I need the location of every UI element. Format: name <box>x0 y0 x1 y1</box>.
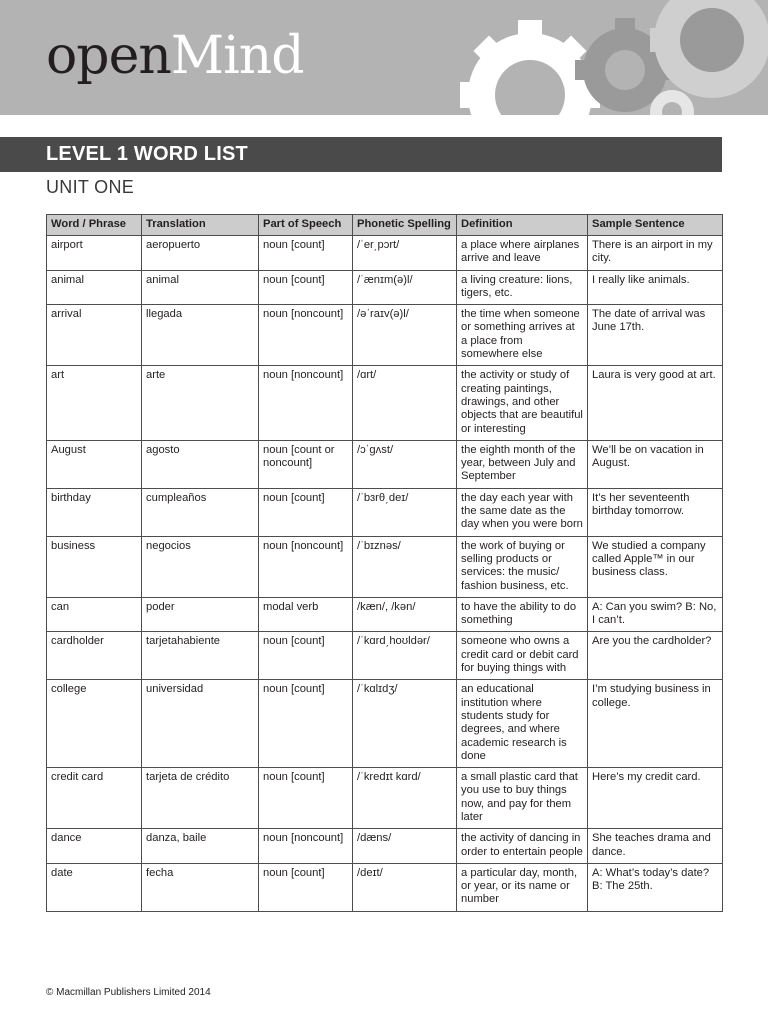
cell-phonetic: /dæns/ <box>353 829 457 864</box>
cell-phonetic: /ˈbɪznəs/ <box>353 536 457 597</box>
cell-word: arrival <box>47 305 142 366</box>
cell-translation: agosto <box>142 440 259 488</box>
cell-sample: I’m studying business in college. <box>588 680 723 768</box>
cell-sample: The date of arrival was June 17th. <box>588 305 723 366</box>
cell-part-of-speech: noun [count] <box>259 236 353 271</box>
cell-sample: We’ll be on vacation in August. <box>588 440 723 488</box>
cell-phonetic: /ɔˈɡʌst/ <box>353 440 457 488</box>
unit-heading: UNIT ONE <box>46 177 135 197</box>
cell-part-of-speech: noun [count or noncount] <box>259 440 353 488</box>
cell-sample: A: What’s today’s date? B: The 25th. <box>588 863 723 911</box>
cell-sample: It’s her seventeenth birthday tomorrow. <box>588 488 723 536</box>
cell-translation: danza, baile <box>142 829 259 864</box>
table-row <box>47 768 723 829</box>
cell-word: birthday <box>47 488 142 536</box>
column-header-part-of-speech: Part of Speech <box>259 215 353 236</box>
cell-phonetic: /ɑrt/ <box>353 366 457 440</box>
cell-sample: A: Can you swim? B: No, I can’t. <box>588 597 723 632</box>
cell-phonetic: /ˈænɪm(ə)l/ <box>353 270 457 305</box>
table-row <box>47 863 723 911</box>
cell-part-of-speech: noun [count] <box>259 680 353 768</box>
cell-word: college <box>47 680 142 768</box>
cell-part-of-speech: noun [noncount] <box>259 829 353 864</box>
cell-definition: the activity of dancing in order to entertain people <box>457 829 588 864</box>
cell-definition: an educational institution where students study for degrees, and where academic research is done <box>457 680 588 768</box>
cell-word: credit card <box>47 768 142 829</box>
cell-word: can <box>47 597 142 632</box>
table-row <box>47 270 723 305</box>
table-row <box>47 829 723 864</box>
cell-definition: a living creature: lions, tigers, etc. <box>457 270 588 305</box>
cell-part-of-speech: noun [count] <box>259 863 353 911</box>
cell-definition: the work of buying or selling products or services: the music/ fashion business, etc. <box>457 536 588 597</box>
openmind-logo <box>46 26 304 86</box>
logo-open: open <box>46 26 171 86</box>
cell-word: cardholder <box>47 632 142 680</box>
cell-part-of-speech: noun [count] <box>259 488 353 536</box>
cell-word: August <box>47 440 142 488</box>
column-header-phonetic: Phonetic Spelling <box>353 215 457 236</box>
cell-translation: universidad <box>142 680 259 768</box>
table-header-row <box>47 215 723 236</box>
cell-sample: There is an airport in my city. <box>588 236 723 271</box>
cell-word: art <box>47 366 142 440</box>
cell-phonetic: /deɪt/ <box>353 863 457 911</box>
cell-definition: the eighth month of the year, between July and September <box>457 440 588 488</box>
table-row <box>47 632 723 680</box>
table-row <box>47 488 723 536</box>
page-title: LEVEL 1 WORD LIST <box>46 143 248 165</box>
cell-part-of-speech: noun [noncount] <box>259 536 353 597</box>
cell-part-of-speech: noun [count] <box>259 270 353 305</box>
cell-definition: the activity or study of creating paintings, drawings, and other objects that are beautiful or interesting <box>457 366 588 440</box>
cell-word: business <box>47 536 142 597</box>
cell-definition: the day each year with the same date as the day when you were born <box>457 488 588 536</box>
cell-sample: We studied a company called Apple™ in our business class. <box>588 536 723 597</box>
cell-sample: Here’s my credit card. <box>588 768 723 829</box>
column-header-word: Word / Phrase <box>47 215 142 236</box>
table-row <box>47 680 723 768</box>
cell-phonetic: /ˈkɑlɪdʒ/ <box>353 680 457 768</box>
cell-translation: aeropuerto <box>142 236 259 271</box>
table-row <box>47 236 723 271</box>
logo-mind: Mind <box>170 26 304 86</box>
cell-phonetic: /ˈer͵pɔrt/ <box>353 236 457 271</box>
cell-translation: arte <box>142 366 259 440</box>
cell-sample: I really like animals. <box>588 270 723 305</box>
cell-word: animal <box>47 270 142 305</box>
cell-phonetic: /kæn/, /kən/ <box>353 597 457 632</box>
cell-translation: cumpleaños <box>142 488 259 536</box>
cell-sample: She teaches drama and dance. <box>588 829 723 864</box>
cell-definition: the time when someone or something arrives at a place from somewhere else <box>457 305 588 366</box>
cell-phonetic: /ˈkredɪt kɑrd/ <box>353 768 457 829</box>
cell-part-of-speech: noun [noncount] <box>259 305 353 366</box>
cell-translation: negocios <box>142 536 259 597</box>
cell-word: airport <box>47 236 142 271</box>
table-row <box>47 366 723 440</box>
cell-definition: someone who owns a credit card or debit card for buying things with <box>457 632 588 680</box>
cell-translation: animal <box>142 270 259 305</box>
copyright-footer: © Macmillan Publishers Limited 2014 <box>46 987 211 998</box>
word-list-table <box>46 214 723 912</box>
cell-definition: a place where airplanes arrive and leave <box>457 236 588 271</box>
cell-part-of-speech: noun [noncount] <box>259 366 353 440</box>
cell-sample: Laura is very good at art. <box>588 366 723 440</box>
table-row <box>47 305 723 366</box>
cell-definition: a small plastic card that you use to buy things now, and pay for them later <box>457 768 588 829</box>
cell-translation: poder <box>142 597 259 632</box>
table-row <box>47 440 723 488</box>
table-row <box>47 536 723 597</box>
cell-translation: tarjetahabiente <box>142 632 259 680</box>
cell-translation: llegada <box>142 305 259 366</box>
cell-word: dance <box>47 829 142 864</box>
title-bar <box>0 137 722 172</box>
gears-decoration-icon <box>440 0 768 115</box>
cell-translation: fecha <box>142 863 259 911</box>
cell-definition: to have the ability to do something <box>457 597 588 632</box>
cell-phonetic: /ˈbɜrθ͵deɪ/ <box>353 488 457 536</box>
cell-word: date <box>47 863 142 911</box>
column-header-sample: Sample Sentence <box>588 215 723 236</box>
cell-part-of-speech: modal verb <box>259 597 353 632</box>
cell-sample: Are you the cardholder? <box>588 632 723 680</box>
cell-definition: a particular day, month, or year, or its name or number <box>457 863 588 911</box>
cell-phonetic: /əˈraɪv(ə)l/ <box>353 305 457 366</box>
cell-part-of-speech: noun [count] <box>259 632 353 680</box>
column-header-translation: Translation <box>142 215 259 236</box>
cell-phonetic: /ˈkɑrd͵hoʊldər/ <box>353 632 457 680</box>
table-row <box>47 597 723 632</box>
header-banner <box>0 0 768 115</box>
cell-part-of-speech: noun [count] <box>259 768 353 829</box>
cell-translation: tarjeta de crédito <box>142 768 259 829</box>
column-header-definition: Definition <box>457 215 588 236</box>
